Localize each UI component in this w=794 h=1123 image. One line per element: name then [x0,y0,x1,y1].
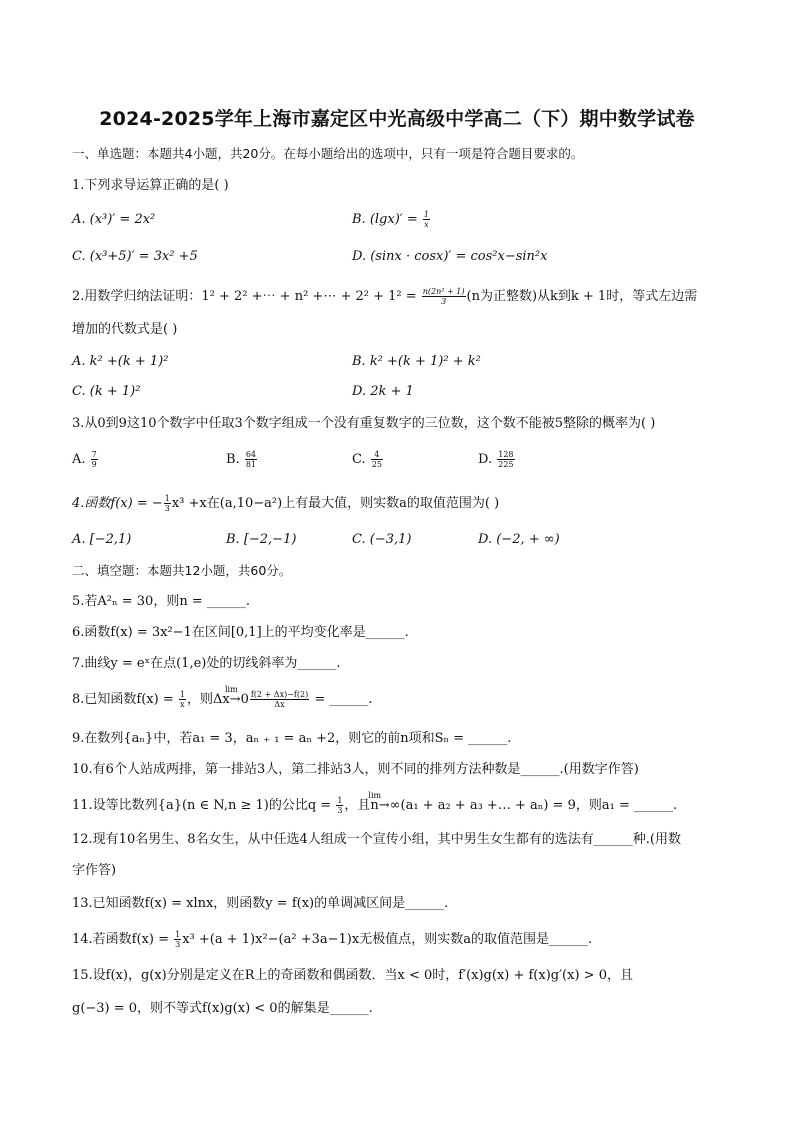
fraction-denominator: Δx [274,700,285,709]
q1-stem: 1.下列求导运算正确的是( ) [72,178,229,193]
q3-option-c-fraction [371,450,383,469]
fraction-denominator: x [180,700,185,709]
q1-option-d: D. (sinx · cosx)′ = cos²x−sin²x [352,249,548,264]
q2-option-a: A. k² +(k + 1)² [72,354,169,369]
q3-option-b-fraction [245,450,257,469]
option-label: C. [352,452,370,467]
q1-option-c: C. (x³+5)′ = 3x² +5 [72,249,198,264]
q11-pre: 11.设等比数列{a}(n ∈ N,n ≥ 1)的公比q = [72,798,336,813]
fraction-numerator: 1 [423,210,429,219]
q12: 12.现有10名男生、8名女生，从中任选4人组成一个宣传小组，其中男生女生都有的选法有______种.(用数 [72,832,681,847]
fraction-numerator: 1 [179,690,185,699]
fraction-numerator: n(2n² + 1) [422,287,465,296]
q11 [72,791,734,816]
q3-option-d [478,450,516,470]
q1-option-a: A. (x³)′ = 2x² [72,212,156,227]
q12-line2: 字作答) [72,863,117,878]
q2-stem-fraction [422,287,466,306]
fraction-numerator: 64 [245,450,257,459]
q8-post: = ______. [310,692,373,707]
q2-option-b: B. k² +(k + 1)² + k² [352,354,481,369]
q10: 10.有6个人站成两排，第一排站3人，第二排站3人，则不同的排列方法种数是______.(用数字作答) [72,762,639,777]
q3-option-b [226,450,258,470]
q13: 13.已知函数f(x) = xlnx，则函数y = f(x)的单调减区间是______. [72,896,449,911]
q15: 15.设f(x)，g(x)分别是定义在R上的奇函数和偶函数．当x < 0时，f′(x)g(x) + f(x)g′(x) > 0，且 [72,968,633,983]
fraction-denominator: 9 [91,460,97,469]
fraction-denominator: 3 [337,806,343,815]
q6: 6.函数f(x) = 3x²−1在区间[0,1]上的平均变化率是______. [72,625,409,640]
q3-option-a [72,450,99,470]
limit-label: lim [368,791,382,800]
q14 [72,930,734,950]
q3-option-a-fraction [91,450,98,469]
fraction-numerator: 7 [91,450,97,459]
q8 [72,685,734,710]
section-2-heading: 二、填空题：本题共12小题，共60分。 [72,563,292,578]
fraction-denominator: 225 [498,460,514,469]
q14-pre: 14.若函数f(x) = [72,932,174,947]
q2-option-c: C. (k + 1)² [72,384,141,399]
q11-fraction [336,796,343,815]
section-1-heading: 一、单选题：本题共4小题，共20分。在每小题给出的选项中，只有一项是符合题目要求的。 [72,146,584,161]
q4-option-a: A. [−2,1) [72,532,132,547]
q4-stem-fraction [164,494,171,513]
q4-option-d: D. (−2, + ∞) [478,532,560,547]
fraction-numerator: f(2 + Δx)−f(2) [250,690,309,699]
q8-pre: 8.已知函数f(x) = [72,692,178,707]
option-label: B. [226,452,244,467]
q5: 5.若A²ₙ = 30，则n = ______. [72,594,250,609]
option-label: A. [72,452,90,467]
option-label: D. [478,452,497,467]
q3-option-c [352,450,384,470]
fraction-numerator: 128 [498,450,514,459]
q3-stem: 3.从0到9这10个数字中任取3个数字组成一个没有重复数字的三位数，这个数不能被5整除的概率为( ) [72,416,656,431]
q11-mid: ，且n→∞(a₁ + a₂ + a₃ +… + aₙ) = 9，则a₁ = ______. [344,798,678,813]
q7: 7.曲线y = eˣ在点(1,e)处的切线斜率为______. [72,656,341,671]
q4-stem-pre: 4.函数f(x) = − [72,496,163,511]
q2-stem-line2: 增加的代数式是( ) [72,322,178,337]
q3-option-d-fraction [497,450,514,469]
q2-stem [72,287,734,307]
q8-fraction-1 [179,690,186,709]
q2-stem-post: (n为正整数)从k到k + 1时，等式左边需 [466,289,698,304]
q1-option-b [352,210,431,230]
q2-option-d: D. 2k + 1 [352,384,414,399]
q4-option-b: B. [−2,−1) [226,532,297,547]
q4-stem-post: x³ +x在(a,10−a²)上有最大值，则实数a的取值范围为( ) [171,496,500,511]
q8-mid: ，则Δx→0 [186,692,249,707]
fraction-denominator: 25 [371,460,382,469]
fraction-denominator: 3 [164,504,170,513]
q9: 9.在数列{aₙ}中，若a₁ = 3，aₙ ₊ ₁ = aₙ +2，则它的前n项和Sₙ = ______. [72,731,512,746]
q1-option-b-text: B. (lgx)′ = [352,212,422,227]
q15-line2: g(−3) = 0，则不等式f(x)g(x) < 0的解集是______. [72,1001,373,1016]
q11-limit [344,791,678,813]
fraction-numerator: 1 [175,930,181,939]
fraction-denominator: 81 [245,460,257,469]
fraction-numerator: 1 [337,796,343,805]
q8-limit [186,685,249,707]
fraction-denominator: 3 [175,940,181,949]
fraction-denominator: 3 [441,297,447,306]
limit-label: lim [224,685,238,694]
q2-stem-pre: 2.用数学归纳法证明：1² + 2² +⋯ + n² +⋯ + 2² + 1² = [72,289,421,304]
q14-post: x³ +(a + 1)x²−(a² +3a−1)x无极值点，则实数a的取值范围是______. [182,932,593,947]
fraction-numerator: 1 [164,494,170,503]
fraction-denominator: x [424,220,429,229]
q8-fraction-2 [250,690,309,709]
fraction-numerator: 4 [371,450,383,460]
q14-fraction [174,930,181,949]
q4-option-c: C. (−3,1) [352,532,412,547]
page-title: 2024-2025学年上海市嘉定区中光高级中学高二（下）期中数学试卷 [99,108,695,130]
q1-option-b-fraction [423,210,430,229]
q4-stem [72,494,734,514]
